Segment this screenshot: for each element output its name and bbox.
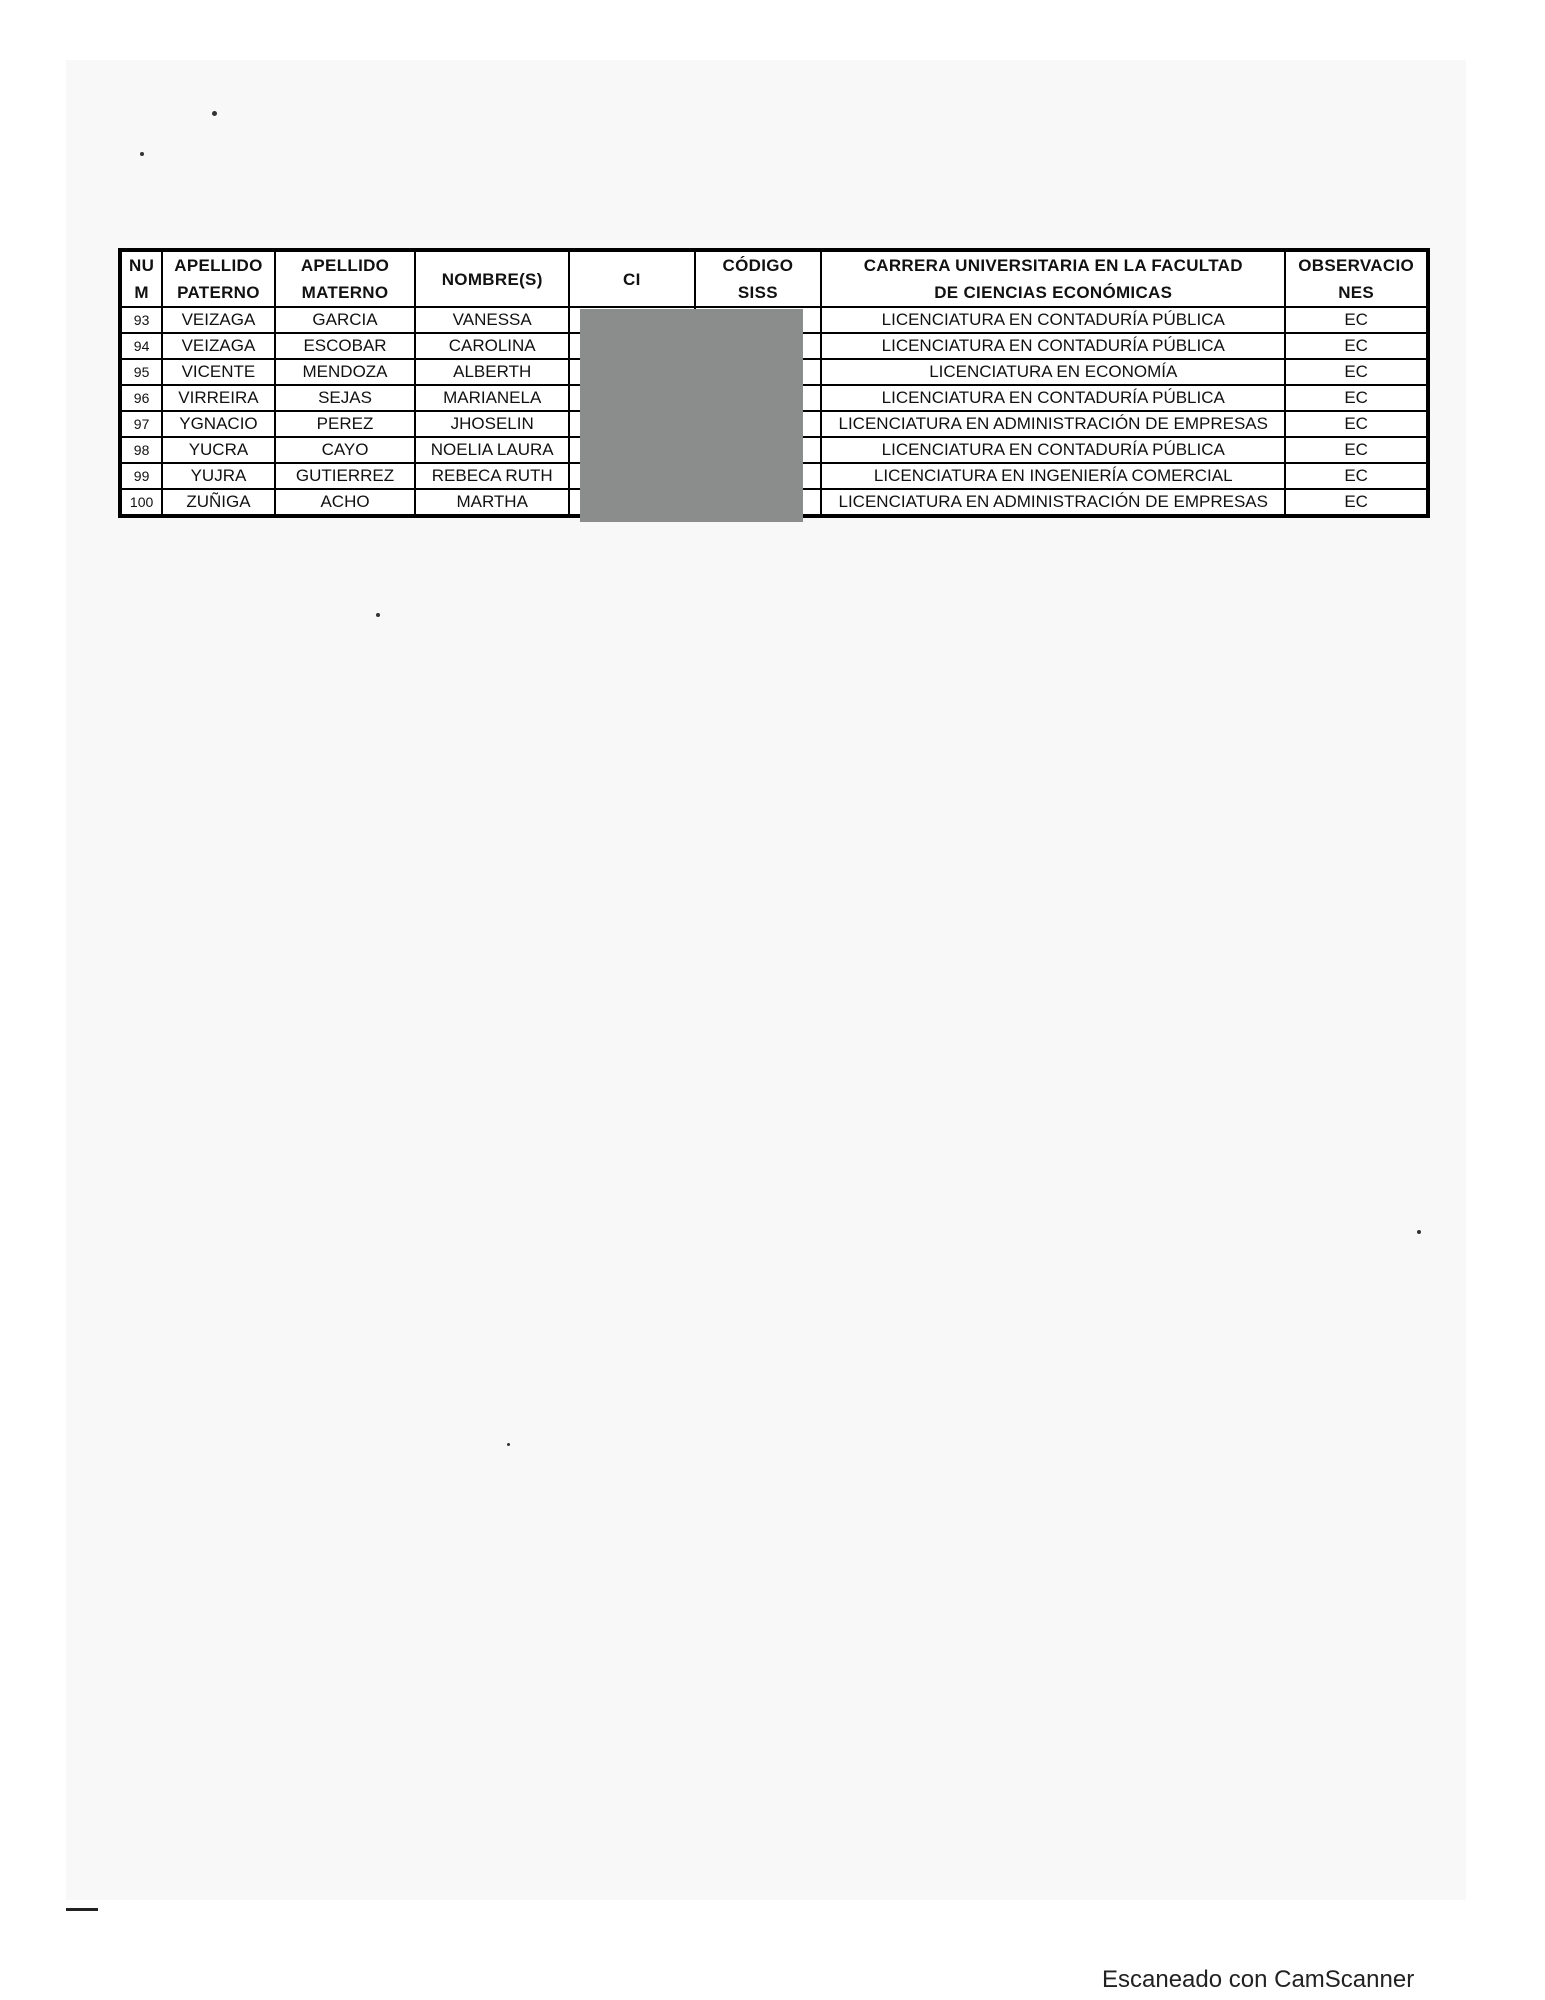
header-col-carrera — [821, 250, 1285, 307]
header-col-ci — [569, 250, 695, 307]
cell-num: 97 — [120, 411, 162, 437]
cell-apellido-materno: ESCOBAR — [275, 333, 416, 359]
cell-carrera: LICENCIATURA EN INGENIERÍA COMERCIAL — [821, 463, 1285, 489]
scanner-watermark: Escaneado con CamScanner — [1102, 1966, 1415, 1993]
header-label-line2: PATERNO — [177, 283, 260, 302]
header-label-line1: NOMBRE(S) — [441, 269, 543, 289]
header-label-line1: APELLIDO — [174, 256, 263, 275]
cell-apellido-paterno: YUCRA — [162, 437, 275, 463]
cell-apellido-paterno: YGNACIO — [162, 411, 275, 437]
scan-speck — [1417, 1230, 1421, 1234]
header-col-codigo-siss — [695, 250, 822, 307]
cell-nombres: VANESSA — [415, 307, 569, 333]
cell-nombres: JHOSELIN — [415, 411, 569, 437]
cell-nombres: REBECA RUTH — [415, 463, 569, 489]
cell-observaciones: EC — [1285, 489, 1428, 516]
header-label-line2: SISS — [737, 283, 778, 302]
cell-apellido-materno: GARCIA — [275, 307, 416, 333]
header-col-apellido-paterno — [162, 250, 275, 307]
header-label-line1: CÓDIGO — [722, 256, 794, 275]
scan-speck — [212, 111, 217, 116]
header-label-line1: CARRERA UNIVERSITARIA EN LA FACULTAD — [863, 256, 1243, 275]
header-label-line1: NU — [129, 256, 155, 275]
cell-nombres: CAROLINA — [415, 333, 569, 359]
cell-num: 93 — [120, 307, 162, 333]
cell-apellido-materno: ACHO — [275, 489, 416, 516]
cell-apellido-materno: MENDOZA — [275, 359, 416, 385]
cell-observaciones: EC — [1285, 307, 1428, 333]
cell-num: 98 — [120, 437, 162, 463]
cell-num: 95 — [120, 359, 162, 385]
cell-apellido-paterno: VEIZAGA — [162, 333, 275, 359]
header-col-apellido-materno — [275, 250, 416, 307]
cell-carrera: LICENCIATURA EN CONTADURÍA PÚBLICA — [821, 437, 1285, 463]
header-label-line2: MATERNO — [301, 283, 389, 302]
cell-num: 96 — [120, 385, 162, 411]
header-label-line1: OBSERVACIO — [1298, 256, 1415, 275]
cell-carrera: LICENCIATURA EN CONTADURÍA PÚBLICA — [821, 333, 1285, 359]
header-label-line1: CI — [623, 269, 641, 289]
cell-observaciones: EC — [1285, 333, 1428, 359]
cell-apellido-materno: SEJAS — [275, 385, 416, 411]
cell-apellido-paterno: ZUÑIGA — [162, 489, 275, 516]
cell-apellido-paterno: YUJRA — [162, 463, 275, 489]
cell-observaciones: EC — [1285, 359, 1428, 385]
scan-speck — [507, 1443, 510, 1446]
table-header-row — [120, 250, 1428, 307]
cell-apellido-paterno: VEIZAGA — [162, 307, 275, 333]
redaction-box — [580, 309, 803, 522]
header-col-num — [120, 250, 162, 307]
cell-apellido-paterno: VIRREIRA — [162, 385, 275, 411]
cell-carrera: LICENCIATURA EN CONTADURÍA PÚBLICA — [821, 307, 1285, 333]
header-label-line1: APELLIDO — [300, 256, 390, 275]
cell-apellido-materno: CAYO — [275, 437, 416, 463]
cell-carrera: LICENCIATURA EN ADMINISTRACIÓN DE EMPRESAS — [821, 411, 1285, 437]
cell-num: 99 — [120, 463, 162, 489]
scan-speck — [140, 152, 144, 156]
cell-nombres: NOELIA LAURA — [415, 437, 569, 463]
header-label-line2: NES — [1338, 283, 1375, 302]
cell-observaciones: EC — [1285, 463, 1428, 489]
cell-num: 94 — [120, 333, 162, 359]
scan-edge-mark — [66, 1908, 98, 1911]
cell-observaciones: EC — [1285, 411, 1428, 437]
cell-carrera: LICENCIATURA EN ECONOMÍA — [821, 359, 1285, 385]
header-col-nombres — [415, 250, 569, 307]
cell-observaciones: EC — [1285, 437, 1428, 463]
header-label-line2: DE CIENCIAS ECONÓMICAS — [934, 283, 1173, 302]
header-label-line2: M — [134, 283, 149, 302]
cell-nombres: MARIANELA — [415, 385, 569, 411]
cell-carrera: LICENCIATURA EN ADMINISTRACIÓN DE EMPRESAS — [821, 489, 1285, 516]
cell-apellido-paterno: VICENTE — [162, 359, 275, 385]
scan-speck — [376, 613, 380, 617]
cell-observaciones: EC — [1285, 385, 1428, 411]
cell-num: 100 — [120, 489, 162, 516]
cell-nombres: ALBERTH — [415, 359, 569, 385]
cell-nombres: MARTHA — [415, 489, 569, 516]
header-col-observaciones — [1285, 250, 1428, 307]
cell-apellido-materno: GUTIERREZ — [275, 463, 416, 489]
cell-carrera: LICENCIATURA EN CONTADURÍA PÚBLICA — [821, 385, 1285, 411]
cell-apellido-materno: PEREZ — [275, 411, 416, 437]
